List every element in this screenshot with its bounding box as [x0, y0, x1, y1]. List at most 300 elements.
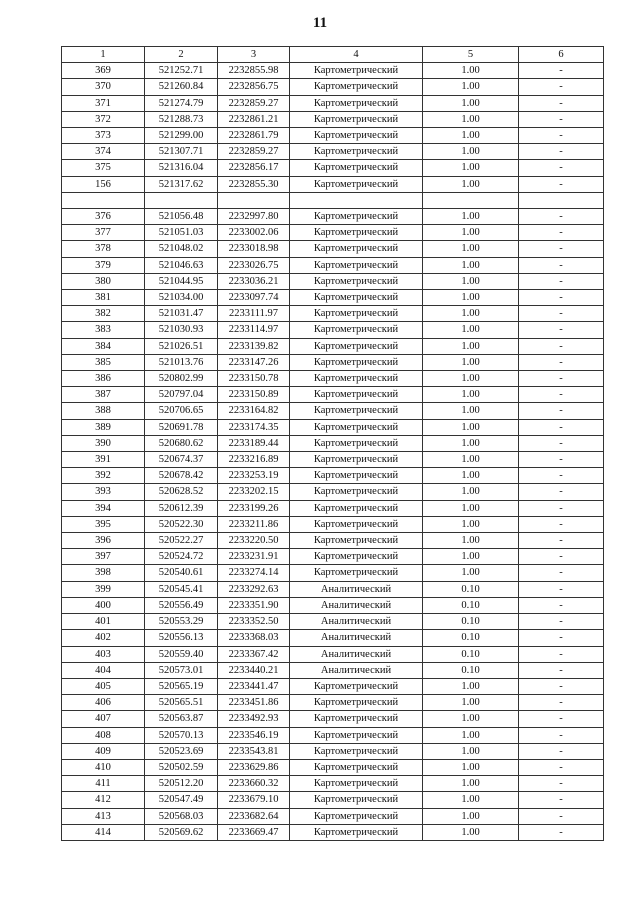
note-cell: -: [519, 533, 604, 549]
x-coordinate-cell: 520612.39: [145, 500, 218, 516]
method-cell: Картометрический: [290, 549, 423, 565]
x-coordinate-cell: 521044.95: [145, 273, 218, 289]
x-coordinate-cell: 520570.13: [145, 727, 218, 743]
x-coordinate-cell: 520522.30: [145, 516, 218, 532]
accuracy-cell: 1.00: [423, 727, 519, 743]
y-coordinate-cell: 2233220.50: [218, 533, 290, 549]
x-coordinate-cell: 521299.00: [145, 128, 218, 144]
y-coordinate-cell: 2233292.63: [218, 581, 290, 597]
note-cell: -: [519, 435, 604, 451]
table-row: [62, 79, 604, 95]
note-cell: -: [519, 792, 604, 808]
y-coordinate-cell: 2233679.10: [218, 792, 290, 808]
method-cell: Аналитический: [290, 630, 423, 646]
accuracy-cell: 1.00: [423, 452, 519, 468]
y-coordinate-cell: 2233036.21: [218, 273, 290, 289]
accuracy-cell: 1.00: [423, 776, 519, 792]
accuracy-cell: 1.00: [423, 516, 519, 532]
point-number-cell: 386: [62, 371, 145, 387]
point-number-cell: 388: [62, 403, 145, 419]
method-cell: Картометрический: [290, 468, 423, 484]
x-coordinate-cell: 520540.61: [145, 565, 218, 581]
x-coordinate-cell: 520565.51: [145, 695, 218, 711]
y-coordinate-cell: 2233352.50: [218, 614, 290, 630]
accuracy-cell: 1.00: [423, 565, 519, 581]
point-number-cell: 409: [62, 743, 145, 759]
accuracy-cell: 1.00: [423, 533, 519, 549]
table-row: [62, 225, 604, 241]
x-coordinate-cell: 520559.40: [145, 646, 218, 662]
x-coordinate-cell: 520674.37: [145, 452, 218, 468]
point-number-cell: 374: [62, 144, 145, 160]
y-coordinate-cell: 2233164.82: [218, 403, 290, 419]
x-coordinate-cell: 521260.84: [145, 79, 218, 95]
method-cell: Картометрический: [290, 290, 423, 306]
x-coordinate-cell: 520569.62: [145, 824, 218, 840]
y-coordinate-cell: 2232861.79: [218, 128, 290, 144]
x-coordinate-cell: 521034.00: [145, 290, 218, 306]
point-number-cell: 370: [62, 79, 145, 95]
note-cell: -: [519, 678, 604, 694]
point-number-cell: 404: [62, 662, 145, 678]
y-coordinate-cell: 2233253.19: [218, 468, 290, 484]
method-cell: Картометрический: [290, 273, 423, 289]
note-cell: -: [519, 597, 604, 613]
note-cell: -: [519, 209, 604, 225]
y-coordinate-cell: 2233682.64: [218, 808, 290, 824]
method-cell: Картометрический: [290, 176, 423, 192]
y-coordinate-cell: 2233492.93: [218, 711, 290, 727]
y-coordinate-cell: 2233002.06: [218, 225, 290, 241]
point-number-cell: 385: [62, 354, 145, 370]
point-number-cell: 389: [62, 419, 145, 435]
point-number-cell: 372: [62, 111, 145, 127]
y-coordinate-cell: 2233202.15: [218, 484, 290, 500]
point-number-cell: 402: [62, 630, 145, 646]
note-cell: -: [519, 257, 604, 273]
accuracy-cell: 1.00: [423, 209, 519, 225]
accuracy-cell: 1.00: [423, 371, 519, 387]
x-coordinate-cell: 521317.62: [145, 176, 218, 192]
y-coordinate-cell: 2233097.74: [218, 290, 290, 306]
x-coordinate-cell: 521046.63: [145, 257, 218, 273]
note-cell: -: [519, 711, 604, 727]
table-row: [62, 824, 604, 840]
point-number-cell: 383: [62, 322, 145, 338]
note-cell: -: [519, 824, 604, 840]
table-row: [62, 371, 604, 387]
x-coordinate-cell: 520522.27: [145, 533, 218, 549]
accuracy-cell: 1.00: [423, 63, 519, 79]
y-coordinate-cell: 2233274.14: [218, 565, 290, 581]
note-cell: -: [519, 662, 604, 678]
y-coordinate-cell: 2233111.97: [218, 306, 290, 322]
note-cell: -: [519, 95, 604, 111]
y-coordinate-cell: 2233114.97: [218, 322, 290, 338]
note-cell: -: [519, 322, 604, 338]
table-row: [62, 128, 604, 144]
table-row: [62, 160, 604, 176]
point-number-cell: 413: [62, 808, 145, 824]
method-cell: Аналитический: [290, 581, 423, 597]
table-row: [62, 306, 604, 322]
table-row: [62, 468, 604, 484]
method-cell: Картометрический: [290, 241, 423, 257]
accuracy-cell: 1.00: [423, 808, 519, 824]
table-row: [62, 662, 604, 678]
point-number-cell: 390: [62, 435, 145, 451]
point-number-cell: 394: [62, 500, 145, 516]
method-cell: Картометрический: [290, 776, 423, 792]
accuracy-cell: 1.00: [423, 225, 519, 241]
accuracy-cell: 1.00: [423, 403, 519, 419]
x-coordinate-cell: 520556.49: [145, 597, 218, 613]
accuracy-cell: 1.00: [423, 419, 519, 435]
table-row: [62, 776, 604, 792]
accuracy-cell: 1.00: [423, 338, 519, 354]
table-row: [62, 646, 604, 662]
accuracy-cell: 1.00: [423, 695, 519, 711]
point-number-cell: 381: [62, 290, 145, 306]
accuracy-cell: 0.10: [423, 630, 519, 646]
point-number-cell: 395: [62, 516, 145, 532]
y-coordinate-cell: 2233018.98: [218, 241, 290, 257]
point-number-cell: 407: [62, 711, 145, 727]
x-coordinate-cell: 520678.42: [145, 468, 218, 484]
y-coordinate-cell: 2233216.89: [218, 452, 290, 468]
accuracy-cell: 1.00: [423, 306, 519, 322]
method-cell: Картометрический: [290, 225, 423, 241]
note-cell: -: [519, 452, 604, 468]
table-row: [62, 743, 604, 759]
method-cell: Картометрический: [290, 533, 423, 549]
note-cell: -: [519, 614, 604, 630]
method-cell: Картометрический: [290, 484, 423, 500]
x-coordinate-cell: 520524.72: [145, 549, 218, 565]
method-cell: Картометрический: [290, 452, 423, 468]
separator-row: [62, 192, 604, 208]
table-row: [62, 808, 604, 824]
empty-cell: [290, 192, 423, 208]
column-header-4: 4: [290, 47, 423, 63]
accuracy-cell: 1.00: [423, 711, 519, 727]
method-cell: Картометрический: [290, 727, 423, 743]
point-number-cell: 379: [62, 257, 145, 273]
note-cell: -: [519, 290, 604, 306]
table-row: [62, 63, 604, 79]
point-number-cell: 380: [62, 273, 145, 289]
note-cell: -: [519, 338, 604, 354]
y-coordinate-cell: 2232997.80: [218, 209, 290, 225]
accuracy-cell: 1.00: [423, 241, 519, 257]
method-cell: Картометрический: [290, 338, 423, 354]
note-cell: -: [519, 743, 604, 759]
point-number-cell: 399: [62, 581, 145, 597]
table-row: [62, 581, 604, 597]
x-coordinate-cell: 521051.03: [145, 225, 218, 241]
method-cell: Картометрический: [290, 111, 423, 127]
table-body: [62, 63, 604, 841]
table-row: [62, 403, 604, 419]
note-cell: -: [519, 727, 604, 743]
point-number-cell: 393: [62, 484, 145, 500]
method-cell: Картометрический: [290, 403, 423, 419]
table-row: [62, 322, 604, 338]
note-cell: -: [519, 128, 604, 144]
note-cell: -: [519, 695, 604, 711]
y-coordinate-cell: 2233189.44: [218, 435, 290, 451]
y-coordinate-cell: 2232859.27: [218, 144, 290, 160]
method-cell: Картометрический: [290, 516, 423, 532]
x-coordinate-cell: 520502.59: [145, 759, 218, 775]
accuracy-cell: 1.00: [423, 111, 519, 127]
accuracy-cell: 1.00: [423, 387, 519, 403]
x-coordinate-cell: 520797.04: [145, 387, 218, 403]
method-cell: Картометрический: [290, 387, 423, 403]
method-cell: Картометрический: [290, 500, 423, 516]
method-cell: Картометрический: [290, 160, 423, 176]
table-row: [62, 516, 604, 532]
table-row: [62, 111, 604, 127]
table-row: [62, 533, 604, 549]
column-header-6: 6: [519, 47, 604, 63]
accuracy-cell: 0.10: [423, 646, 519, 662]
accuracy-cell: 1.00: [423, 128, 519, 144]
point-number-cell: 373: [62, 128, 145, 144]
y-coordinate-cell: 2233139.82: [218, 338, 290, 354]
x-coordinate-cell: 520573.01: [145, 662, 218, 678]
accuracy-cell: 0.10: [423, 662, 519, 678]
note-cell: -: [519, 160, 604, 176]
x-coordinate-cell: 521013.76: [145, 354, 218, 370]
method-cell: Картометрический: [290, 824, 423, 840]
accuracy-cell: 1.00: [423, 824, 519, 840]
point-number-cell: 411: [62, 776, 145, 792]
method-cell: Картометрический: [290, 371, 423, 387]
table-row: [62, 209, 604, 225]
accuracy-cell: 0.10: [423, 614, 519, 630]
y-coordinate-cell: 2232861.21: [218, 111, 290, 127]
x-coordinate-cell: 520523.69: [145, 743, 218, 759]
accuracy-cell: 1.00: [423, 79, 519, 95]
point-number-cell: 396: [62, 533, 145, 549]
note-cell: -: [519, 516, 604, 532]
point-number-cell: 378: [62, 241, 145, 257]
note-cell: -: [519, 241, 604, 257]
accuracy-cell: 1.00: [423, 468, 519, 484]
x-coordinate-cell: 521274.79: [145, 95, 218, 111]
y-coordinate-cell: 2233351.90: [218, 597, 290, 613]
note-cell: -: [519, 630, 604, 646]
note-cell: -: [519, 581, 604, 597]
table-row: [62, 257, 604, 273]
x-coordinate-cell: 520512.20: [145, 776, 218, 792]
y-coordinate-cell: 2233543.81: [218, 743, 290, 759]
note-cell: -: [519, 63, 604, 79]
x-coordinate-cell: 521030.93: [145, 322, 218, 338]
point-number-cell: 405: [62, 678, 145, 694]
method-cell: Картометрический: [290, 257, 423, 273]
page-number: 11: [312, 15, 328, 31]
method-cell: Аналитический: [290, 614, 423, 630]
accuracy-cell: 1.00: [423, 257, 519, 273]
x-coordinate-cell: 520568.03: [145, 808, 218, 824]
y-coordinate-cell: 2233026.75: [218, 257, 290, 273]
point-number-cell: 387: [62, 387, 145, 403]
y-coordinate-cell: 2233368.03: [218, 630, 290, 646]
table-row: [62, 387, 604, 403]
table-row: [62, 290, 604, 306]
point-number-cell: 398: [62, 565, 145, 581]
note-cell: -: [519, 484, 604, 500]
y-coordinate-cell: 2233231.91: [218, 549, 290, 565]
method-cell: Картометрический: [290, 808, 423, 824]
accuracy-cell: 1.00: [423, 322, 519, 338]
accuracy-cell: 1.00: [423, 354, 519, 370]
table-row: [62, 354, 604, 370]
method-cell: Картометрический: [290, 63, 423, 79]
table-row: [62, 338, 604, 354]
note-cell: -: [519, 387, 604, 403]
table-row: [62, 419, 604, 435]
accuracy-cell: 1.00: [423, 678, 519, 694]
y-coordinate-cell: 2233211.86: [218, 516, 290, 532]
empty-cell: [145, 192, 218, 208]
point-number-cell: 412: [62, 792, 145, 808]
y-coordinate-cell: 2233150.89: [218, 387, 290, 403]
x-coordinate-cell: 520706.65: [145, 403, 218, 419]
table-header: [62, 47, 604, 63]
note-cell: -: [519, 646, 604, 662]
y-coordinate-cell: 2233150.78: [218, 371, 290, 387]
table-row: [62, 273, 604, 289]
y-coordinate-cell: 2232855.98: [218, 63, 290, 79]
x-coordinate-cell: 521288.73: [145, 111, 218, 127]
accuracy-cell: 1.00: [423, 500, 519, 516]
note-cell: -: [519, 500, 604, 516]
table-row: [62, 549, 604, 565]
table-row: [62, 176, 604, 192]
table-row: [62, 565, 604, 581]
x-coordinate-cell: 521316.04: [145, 160, 218, 176]
point-number-cell: 397: [62, 549, 145, 565]
method-cell: Картометрический: [290, 79, 423, 95]
point-number-cell: 410: [62, 759, 145, 775]
note-cell: -: [519, 79, 604, 95]
x-coordinate-cell: 520563.87: [145, 711, 218, 727]
accuracy-cell: 0.10: [423, 581, 519, 597]
y-coordinate-cell: 2232855.30: [218, 176, 290, 192]
accuracy-cell: 1.00: [423, 484, 519, 500]
point-number-cell: 392: [62, 468, 145, 484]
note-cell: -: [519, 273, 604, 289]
x-coordinate-cell: 520691.78: [145, 419, 218, 435]
method-cell: Картометрический: [290, 743, 423, 759]
note-cell: -: [519, 776, 604, 792]
table-row: [62, 727, 604, 743]
method-cell: Аналитический: [290, 646, 423, 662]
note-cell: -: [519, 565, 604, 581]
accuracy-cell: 1.00: [423, 759, 519, 775]
method-cell: Картометрический: [290, 322, 423, 338]
table-row: [62, 95, 604, 111]
y-coordinate-cell: 2233451.86: [218, 695, 290, 711]
x-coordinate-cell: 520680.62: [145, 435, 218, 451]
table-row: [62, 484, 604, 500]
x-coordinate-cell: 521056.48: [145, 209, 218, 225]
y-coordinate-cell: 2232856.75: [218, 79, 290, 95]
point-number-cell: 382: [62, 306, 145, 322]
accuracy-cell: 1.00: [423, 792, 519, 808]
table-row: [62, 435, 604, 451]
point-number-cell: 401: [62, 614, 145, 630]
y-coordinate-cell: 2232859.27: [218, 95, 290, 111]
y-coordinate-cell: 2233441.47: [218, 678, 290, 694]
accuracy-cell: 1.00: [423, 290, 519, 306]
table-row: [62, 695, 604, 711]
note-cell: -: [519, 419, 604, 435]
x-coordinate-cell: 520545.41: [145, 581, 218, 597]
y-coordinate-cell: 2233546.19: [218, 727, 290, 743]
point-number-cell: 156: [62, 176, 145, 192]
table-row: [62, 678, 604, 694]
method-cell: Картометрический: [290, 209, 423, 225]
empty-cell: [218, 192, 290, 208]
y-coordinate-cell: 2232856.17: [218, 160, 290, 176]
x-coordinate-cell: 520553.29: [145, 614, 218, 630]
y-coordinate-cell: 2233629.86: [218, 759, 290, 775]
method-cell: Картометрический: [290, 759, 423, 775]
point-number-cell: 369: [62, 63, 145, 79]
accuracy-cell: 1.00: [423, 176, 519, 192]
note-cell: -: [519, 759, 604, 775]
table-row: [62, 241, 604, 257]
point-number-cell: 400: [62, 597, 145, 613]
method-cell: Аналитический: [290, 597, 423, 613]
point-number-cell: 406: [62, 695, 145, 711]
note-cell: -: [519, 176, 604, 192]
point-number-cell: 384: [62, 338, 145, 354]
point-number-cell: 375: [62, 160, 145, 176]
x-coordinate-cell: 521026.51: [145, 338, 218, 354]
note-cell: -: [519, 306, 604, 322]
point-number-cell: 391: [62, 452, 145, 468]
note-cell: -: [519, 468, 604, 484]
empty-cell: [519, 192, 604, 208]
note-cell: -: [519, 371, 604, 387]
method-cell: Картометрический: [290, 354, 423, 370]
y-coordinate-cell: 2233660.32: [218, 776, 290, 792]
note-cell: -: [519, 354, 604, 370]
note-cell: -: [519, 808, 604, 824]
accuracy-cell: 1.00: [423, 549, 519, 565]
accuracy-cell: 1.00: [423, 95, 519, 111]
method-cell: Картометрический: [290, 128, 423, 144]
table-row: [62, 144, 604, 160]
x-coordinate-cell: 520556.13: [145, 630, 218, 646]
y-coordinate-cell: 2233669.47: [218, 824, 290, 840]
accuracy-cell: 1.00: [423, 273, 519, 289]
y-coordinate-cell: 2233199.26: [218, 500, 290, 516]
x-coordinate-cell: 520565.19: [145, 678, 218, 694]
x-coordinate-cell: 521048.02: [145, 241, 218, 257]
method-cell: Картометрический: [290, 435, 423, 451]
column-header-5: 5: [423, 47, 519, 63]
note-cell: -: [519, 549, 604, 565]
table-row: [62, 597, 604, 613]
table-row: [62, 452, 604, 468]
column-header-2: 2: [145, 47, 218, 63]
